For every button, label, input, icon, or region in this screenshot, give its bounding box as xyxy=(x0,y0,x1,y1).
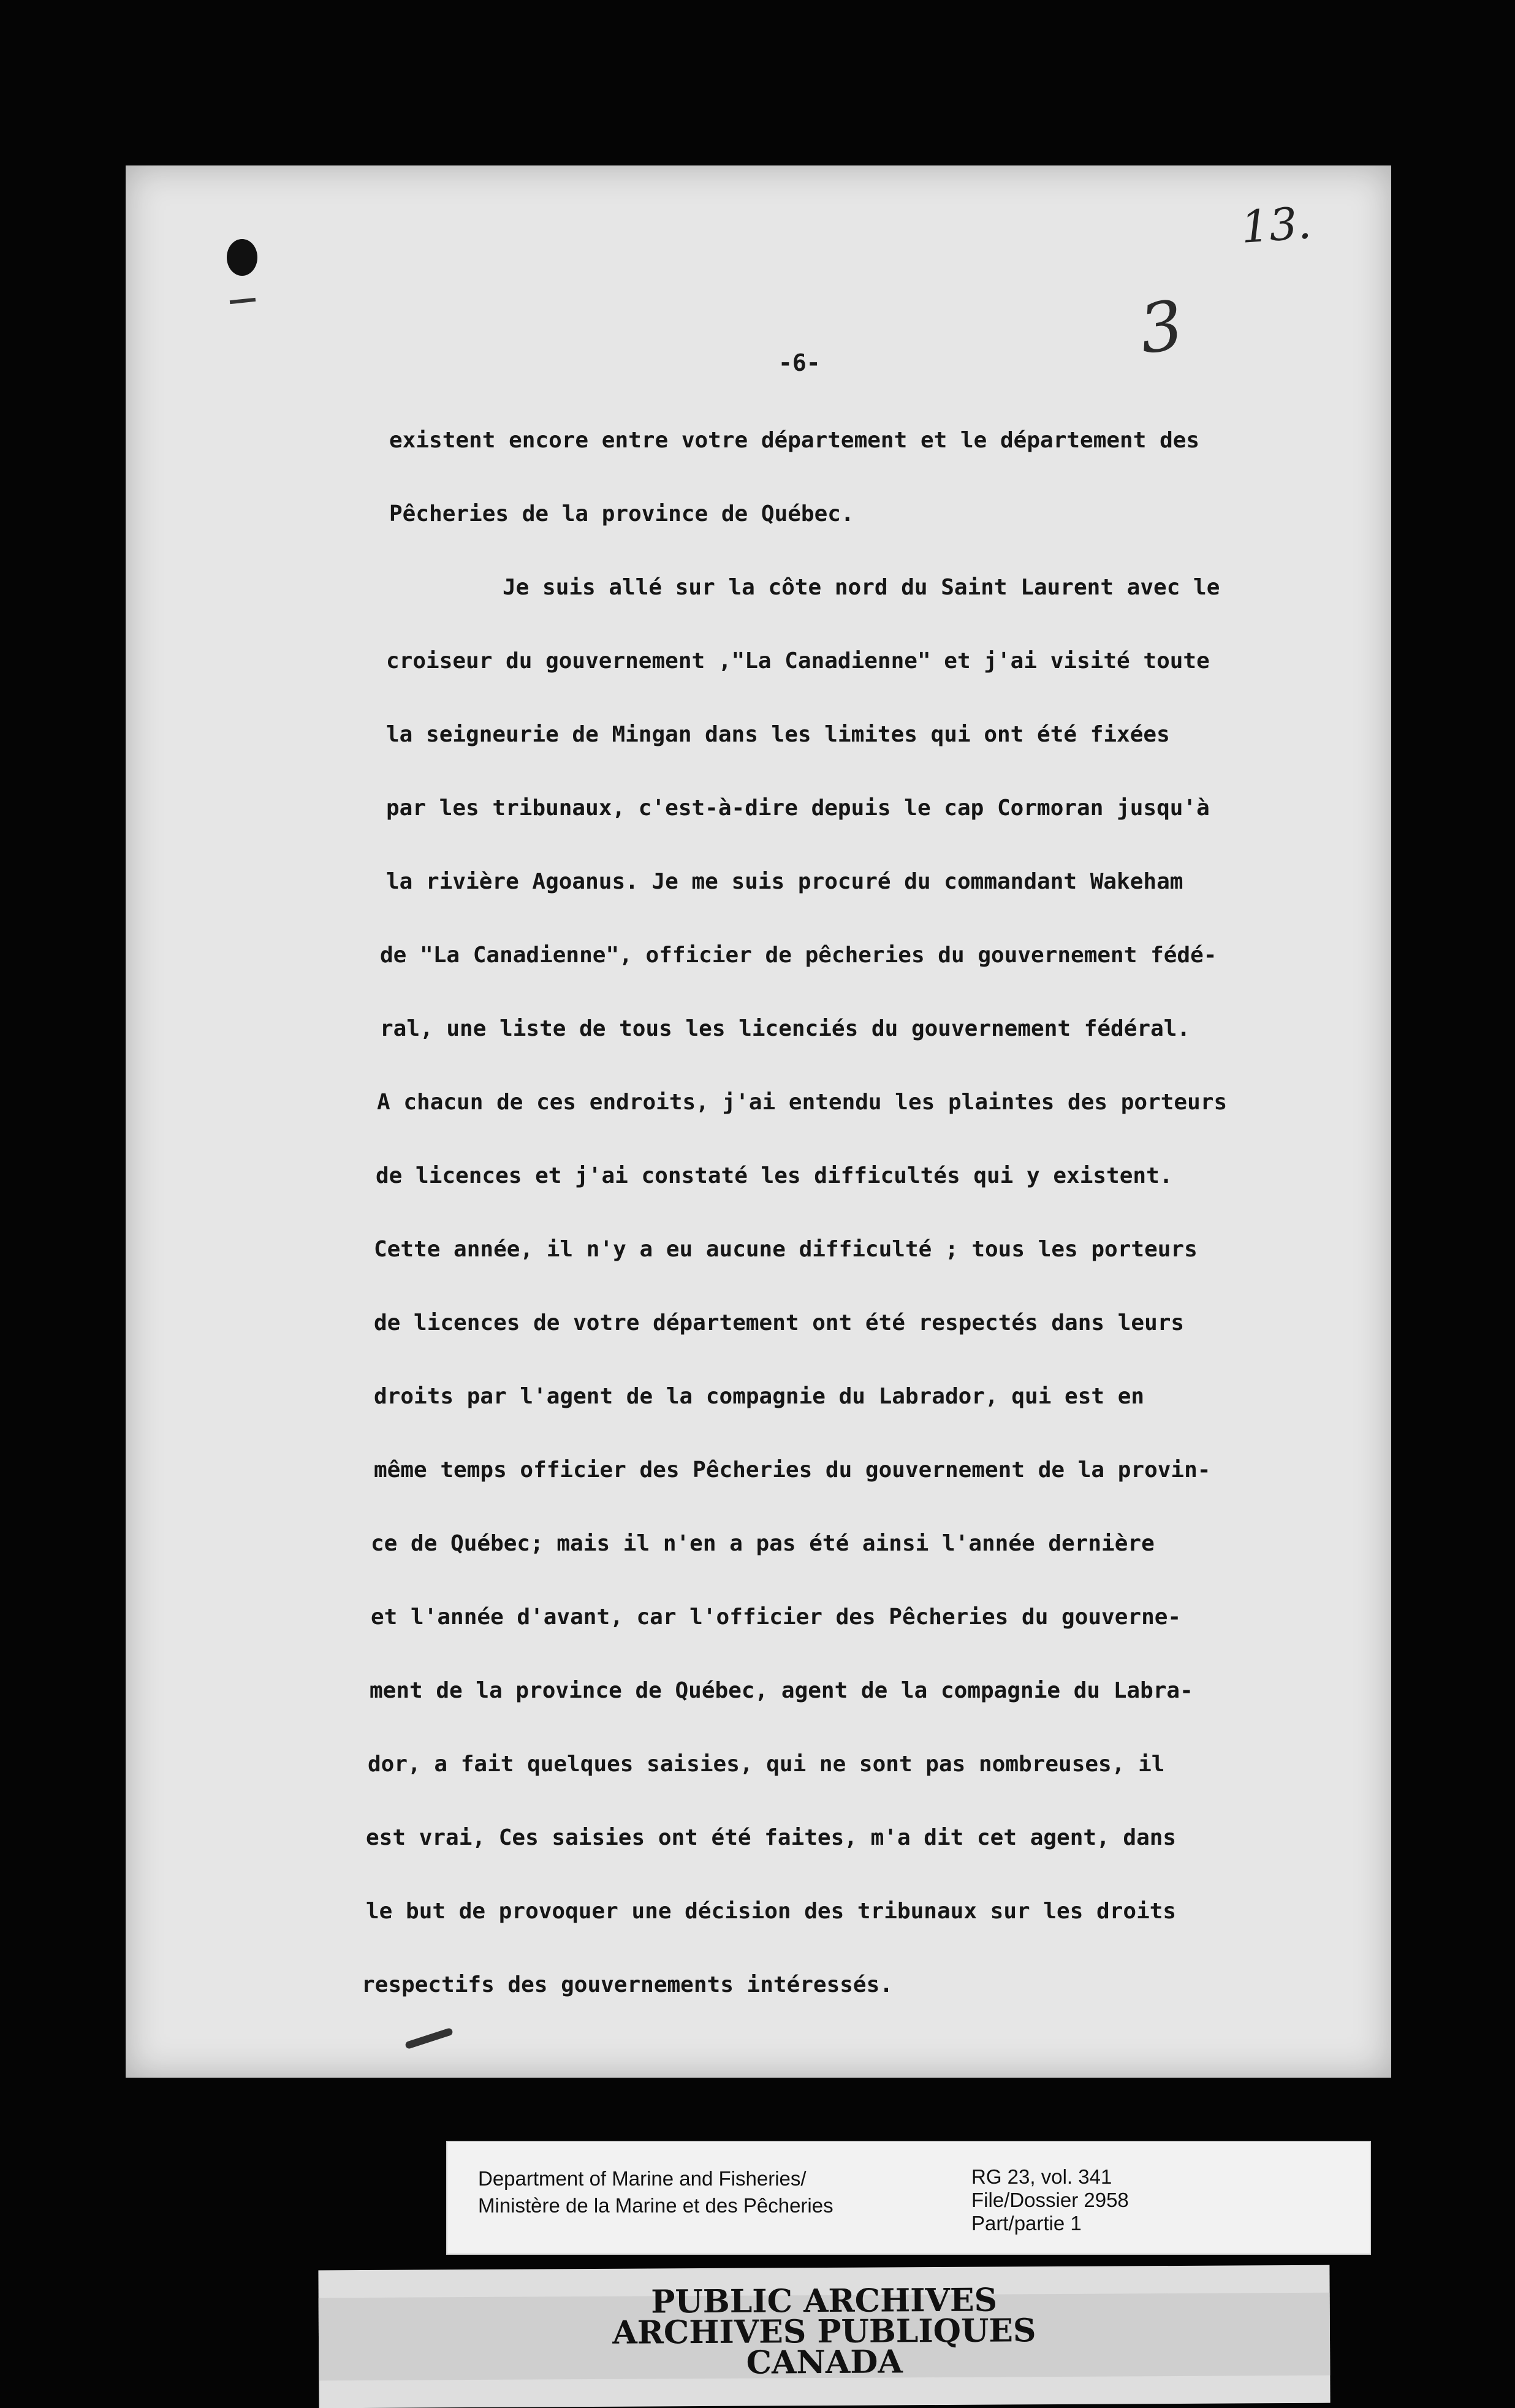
handwritten-number: 3 xyxy=(1134,285,1188,370)
margin-mark xyxy=(230,298,256,304)
body-line: droits par l'agent de la compagnie du Labrador, qui est en xyxy=(374,1384,1145,1409)
stamp-text xyxy=(319,2281,1331,2382)
pen-mark xyxy=(404,2027,454,2049)
body-line: de licences et j'ai constaté les difficultés qui y existent. xyxy=(376,1163,1173,1188)
stamp-line-2: ARCHIVES PUBLIQUES xyxy=(612,2312,1036,2352)
body-line: respectifs des gouvernements intéressés. xyxy=(362,1972,893,1997)
archives-stamp xyxy=(318,2265,1330,2408)
body-line: ment de la province de Québec, agent de la compagnie du Labra- xyxy=(370,1678,1193,1703)
body-line: la rivière Agoanus. Je me suis procuré du commandant Wakeham xyxy=(386,869,1183,894)
body-line: existent encore entre votre département et le département des xyxy=(389,428,1200,453)
stamp-line-1: PUBLIC ARCHIVES xyxy=(651,2281,998,2321)
body-line: A chacun de ces endroits, j'ai entendu les plaintes des porteurs xyxy=(377,1090,1228,1115)
body-line: dor, a fait quelques saisies, qui ne sont pas nombreuses, il xyxy=(368,1752,1165,1777)
body-line: même temps officier des Pêcheries du gouvernement de la provin- xyxy=(374,1457,1211,1483)
archive-label-reference xyxy=(971,2165,1129,2235)
page-number: -6- xyxy=(778,349,821,376)
body-line: Cette année, il n'y a eu aucune difficulté ; tous les porteurs xyxy=(374,1237,1198,1262)
body-line: de "La Canadienne", officier de pêcheries du gouvernement fédé- xyxy=(380,943,1217,968)
body-line: de licences de votre département ont été respectés dans leurs xyxy=(374,1310,1185,1335)
body-line: est vrai, Ces saisies ont été faites, m'a dit cet agent, dans xyxy=(366,1825,1177,1850)
body-line: la seigneurie de Mingan dans les limites qui ont été fixées xyxy=(386,722,1170,747)
folio-number: 13. xyxy=(1239,197,1313,253)
body-line: et l'année d'avant, car l'officier des Pêcheries du gouverne- xyxy=(371,1605,1182,1630)
body-line: Je suis allé sur la côte nord du Saint Laurent avec le xyxy=(503,575,1220,600)
record-group: RG 23, vol. 341 xyxy=(971,2165,1112,2188)
archive-label xyxy=(446,2141,1371,2255)
document-page xyxy=(126,165,1391,2078)
department-fr: Ministère de la Marine et des Pêcheries xyxy=(478,2194,833,2217)
body-line: par les tribunaux, c'est-à-dire depuis le cap Cormoran jusqu'à xyxy=(386,796,1210,821)
body-line: le but de provoquer une décision des tribunaux sur les droits xyxy=(366,1899,1177,1924)
body-line: ral, une liste de tous les licenciés du gouvernement fédéral. xyxy=(380,1016,1191,1041)
archive-label-department xyxy=(478,2165,833,2219)
part-number: Part/partie 1 xyxy=(971,2212,1082,2235)
punch-hole xyxy=(227,239,257,276)
body-line: ce de Québec; mais il n'en a pas été ainsi l'année dernière xyxy=(371,1531,1155,1556)
body-line: Pêcheries de la province de Québec. xyxy=(389,501,854,526)
department-en: Department of Marine and Fisheries/ xyxy=(478,2167,807,2190)
stamp-line-3: CANADA xyxy=(746,2343,903,2382)
body-line: croiseur du gouvernement ,"La Canadienne" et j'ai visité toute xyxy=(386,648,1210,674)
file-number: File/Dossier 2958 xyxy=(971,2189,1129,2211)
